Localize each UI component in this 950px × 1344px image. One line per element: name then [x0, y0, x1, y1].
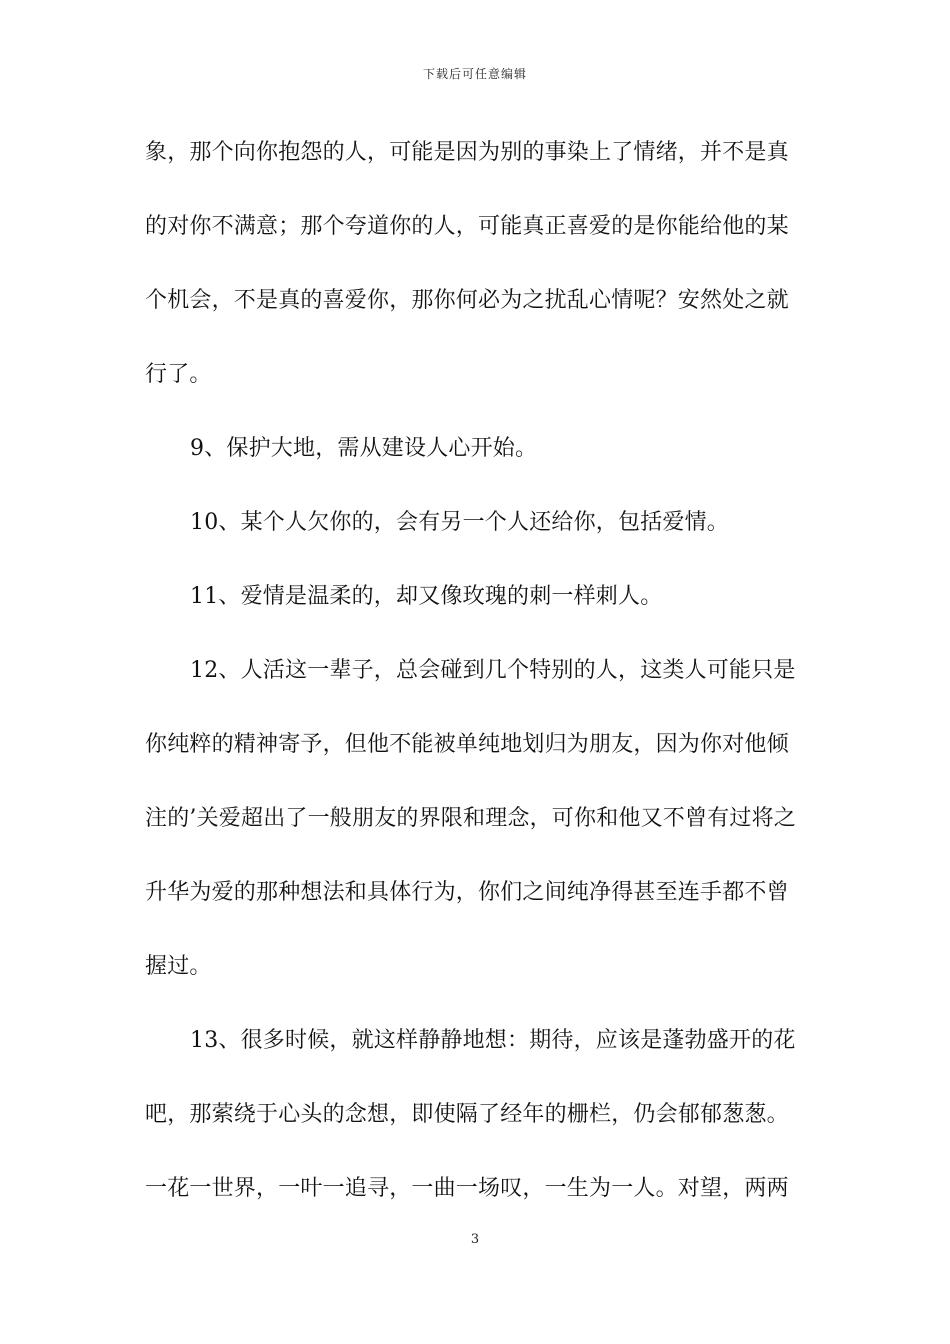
item-9-line-1: 9、保护大地，需从建设人心开始。 — [190, 436, 538, 461]
body-line-4: 行了。 — [145, 362, 212, 387]
item-12-line-2: 你纯粹的精神寄予，但他不能被单纯地划归为朋友，因为你对他倾 — [145, 732, 789, 757]
page-number: 3 — [470, 1232, 480, 1247]
page-header: 下载后可任意编辑 — [422, 67, 527, 81]
item-13-line-3: 一花一世界，一叶一追寻，一曲一场叹，一生为一人。对望，两两 — [145, 1176, 789, 1201]
body-line-2: 的对你不满意；那个夸道你的人，可能真正喜爱的是你能给他的某 — [145, 214, 789, 239]
item-12-line-5: 握过。 — [145, 954, 212, 979]
item-10-line-1: 10、某个人欠你的，会有另一个人还给你，包括爱情。 — [190, 510, 729, 535]
item-12-line-1: 12、人活这一辈子，总会碰到几个特别的人，这类人可能只是 — [190, 658, 796, 683]
body-line-1: 象，那个向你抱怨的人，可能是因为别的事染上了情绪，并不是真 — [145, 140, 789, 165]
item-13-line-1: 13、很多时候，就这样静静地想：期待，应该是蓬勃盛开的花 — [190, 1028, 796, 1053]
item-12-line-4: 升华为爱的那种想法和具体行为，你们之间纯净得甚至连手都不曾 — [145, 880, 789, 905]
item-13-line-2: 吧，那萦绕于心头的念想，即使隔了经年的栅栏，仍会郁郁葱葱。 — [145, 1102, 789, 1127]
item-11-line-1: 11、爱情是温柔的，却又像玫瑰的刺一样刺人。 — [190, 584, 663, 609]
item-12-line-3: 注的’关爱超出了一般朋友的界限和理念，可你和他又不曾有过将之 — [145, 806, 796, 831]
body-line-3: 个机会，不是真的喜爱你，那你何必为之扰乱心情呢？安然处之就 — [145, 288, 789, 313]
